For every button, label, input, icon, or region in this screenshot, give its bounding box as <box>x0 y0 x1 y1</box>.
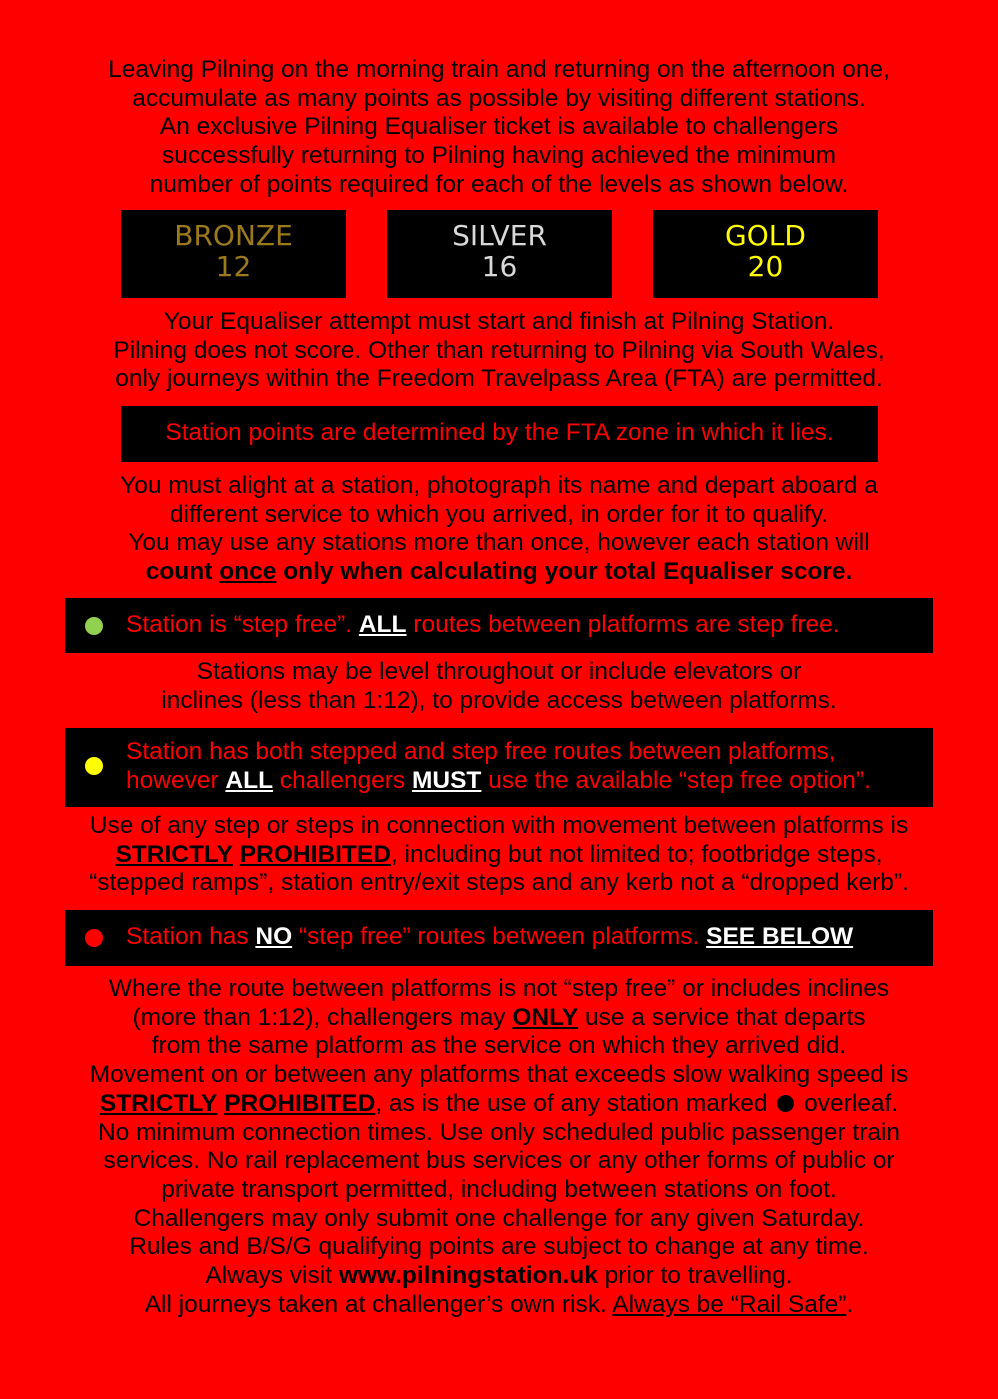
rail-safe-link[interactable]: Always be “Rail Safe” <box>612 1290 847 1318</box>
website-link[interactable]: www.pilningstation.uk <box>338 1262 598 1290</box>
emphasis-only: ONLY <box>512 1003 579 1031</box>
text-fragment: , including but not limited to; footbridge steps, <box>390 840 883 868</box>
start-finish-paragraph <box>0 308 998 394</box>
emphasis-prohibited: PROHIBITED <box>224 1089 376 1117</box>
rule-line: inclines (less than 1:12), to provide access between platforms. <box>161 686 837 714</box>
text-fragment: use the available “step free option”. <box>481 766 871 794</box>
emphasis-once: once <box>219 558 277 586</box>
rule-line: Stations may be level throughout or include elevators or <box>196 658 802 685</box>
text-fragment: however <box>126 766 226 794</box>
see-below-label: SEE BELOW <box>706 923 854 950</box>
rule-line: services. No rail replacement bus services or any other forms of public or <box>103 1147 895 1175</box>
legend-text: “step free” routes between platforms. <box>292 923 707 950</box>
text-fragment: challengers <box>273 766 412 794</box>
intro-line: number of points required for each of the levels as shown below. <box>149 170 849 198</box>
rule-line: from the same platform as the service on which they arrived did. <box>151 1032 847 1060</box>
rule-line-bold <box>0 558 998 587</box>
text-fragment: only when calculating your total Equaliser score. <box>276 558 853 586</box>
level-name: SILVER <box>452 219 547 252</box>
rule-line: different service to which you arrived, in order for it to qualify. <box>169 500 829 528</box>
legend-text: Station has <box>126 923 256 950</box>
legend-text-line <box>126 767 933 796</box>
level-name: BRONZE <box>174 219 293 252</box>
rule-line <box>0 1090 998 1119</box>
rules-paragraph <box>0 975 998 1319</box>
alight-paragraph <box>0 472 998 587</box>
level-points: 12 <box>215 250 252 283</box>
red-legend-bar <box>65 910 933 966</box>
rule-line <box>0 841 998 870</box>
text-fragment: . <box>846 1290 854 1318</box>
zone-banner-text: Station points are determined by the FTA zone in which it lies. <box>165 419 834 446</box>
level-name: GOLD <box>725 219 806 252</box>
rule-line: Pilning does not score. Other than returning to Pilning via South Wales, <box>113 336 885 364</box>
emphasis-no: NO <box>255 923 293 950</box>
level-points: 16 <box>481 250 518 283</box>
intro-line: accumulate as many points as possible by visiting different stations. <box>132 84 866 112</box>
rule-line: You may use any stations more than once, however each station will <box>128 529 870 557</box>
text-fragment: Always visit <box>205 1262 339 1290</box>
emphasis-must: MUST <box>411 766 482 794</box>
level-box-gold <box>653 210 878 298</box>
emphasis-prohibited: PROHIBITED <box>239 840 391 868</box>
text-fragment: prior to travelling. <box>597 1262 793 1290</box>
level-points: 20 <box>747 250 784 283</box>
rule-line: No minimum connection times. Use only scheduled public passenger train <box>97 1118 901 1146</box>
emphasis-strictly: STRICTLY <box>115 840 233 868</box>
yellow-dot-icon <box>85 757 103 775</box>
rule-line: Use of any step or steps in connection with movement between platforms is <box>89 812 909 839</box>
rule-line: Movement on or between any platforms that exceeds slow walking speed is <box>89 1061 909 1089</box>
intro-line: successfully returning to Pilning having achieved the minimum <box>161 142 837 170</box>
level-box-bronze <box>121 210 346 298</box>
rule-line: only journeys within the Freedom Travelpass Area (FTA) are permitted. <box>115 365 883 393</box>
emphasis-all: ALL <box>225 766 274 794</box>
black-dot-icon <box>777 1095 794 1112</box>
emphasis-all: ALL <box>358 611 407 638</box>
intro-paragraph <box>0 56 998 200</box>
rule-line: Challengers may only submit one challenge for any given Saturday. <box>133 1204 865 1232</box>
red-dot-icon <box>85 929 103 947</box>
text-fragment: count <box>145 558 220 586</box>
text-fragment: (more than 1:12), challengers may <box>132 1003 513 1031</box>
rule-line: Rules and B/S/G qualifying points are subject to change at any time. <box>129 1233 869 1261</box>
yellow-note-paragraph <box>0 812 998 898</box>
rule-line <box>0 1004 998 1033</box>
rule-line: Your Equaliser attempt must start and finish at Pilning Station. <box>163 308 835 335</box>
rule-line: You must alight at a station, photograph its name and depart aboard a <box>120 472 878 499</box>
legend-text: Station is “step free”. <box>126 611 359 638</box>
rule-line: private transport permitted, including between stations on foot. <box>161 1175 837 1203</box>
zone-banner <box>121 406 878 462</box>
text-fragment: use a service that departs <box>578 1003 866 1031</box>
green-dot-icon <box>85 617 103 635</box>
level-box-silver <box>387 210 612 298</box>
yellow-legend-bar <box>65 728 933 807</box>
legend-text: routes between platforms are step free. <box>406 611 840 638</box>
emphasis-strictly: STRICTLY <box>99 1089 218 1117</box>
legend-text: Station has both stepped and step free routes between platforms, <box>126 738 836 765</box>
text-fragment: All journeys taken at challenger’s own risk. <box>144 1290 613 1318</box>
rule-line <box>0 1291 998 1320</box>
green-legend-bar <box>65 598 933 653</box>
rule-line: “stepped ramps”, station entry/exit steps and any kerb not a “dropped kerb”. <box>89 869 909 897</box>
text-fragment: , as is the use of any station marked <box>375 1089 768 1117</box>
text-fragment: overleaf. <box>804 1089 899 1117</box>
rule-line <box>0 1262 998 1291</box>
green-note-paragraph <box>0 658 998 715</box>
intro-line: Leaving Pilning on the morning train and returning on the afternoon one, <box>108 56 890 83</box>
intro-line: An exclusive Pilning Equaliser ticket is available to challengers <box>159 113 839 141</box>
rule-line: Where the route between platforms is not “step free” or includes inclines <box>108 975 890 1002</box>
